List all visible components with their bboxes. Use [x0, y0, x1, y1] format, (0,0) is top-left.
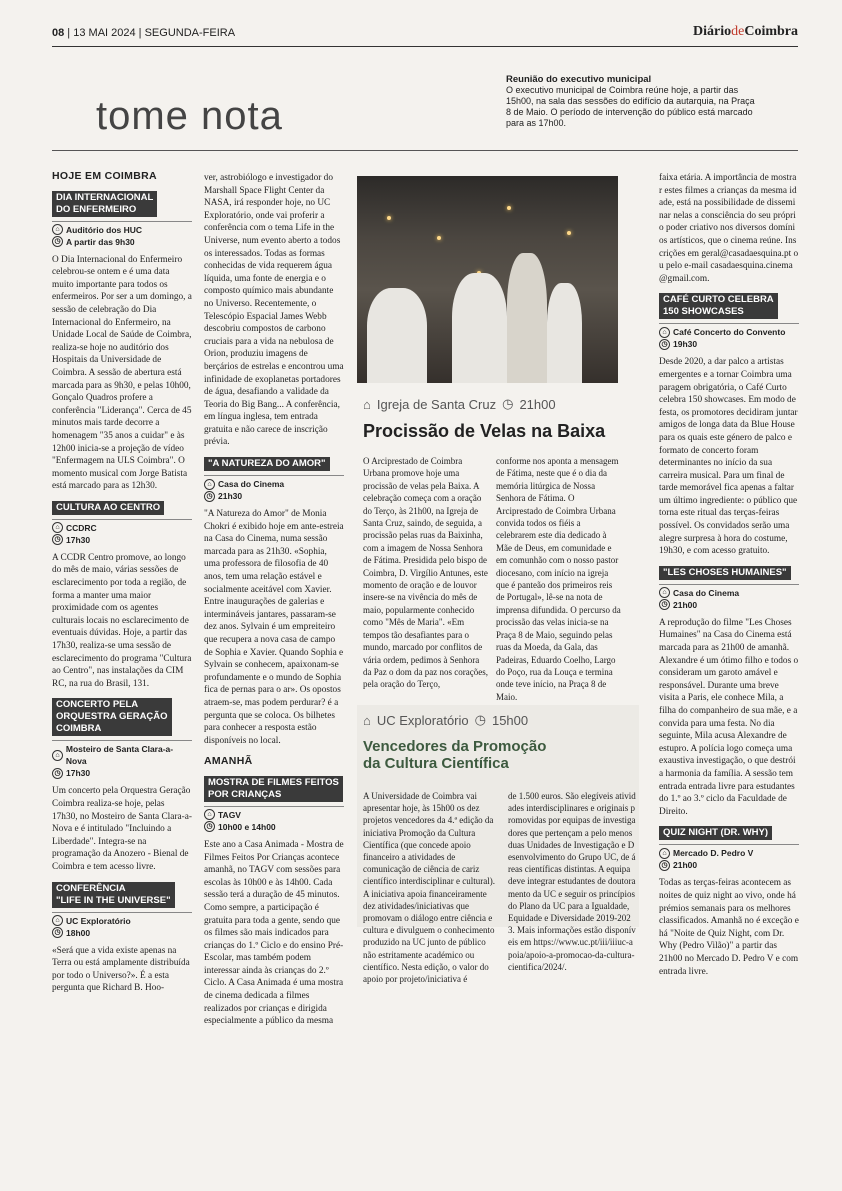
- kicker-today: HOJE EM COIMBRA: [52, 170, 157, 182]
- article-text: faixa etária. A importância de mostrar estes filmes a crianças da mesma idade, está na possibilidade de disseminar nelas a consciência do seu próprio poder criativo nos diversos domínios artísticos, que o cinema reúne. Inscrições em geral@casadaesquina.pt ou pelo e-mail casadaesquina.cinema@gmail.com.: [659, 173, 799, 284]
- feature2-text-right: de 1.500 euros. São elegíveis atividades interdisciplinares e originais promovidas por equipas de investigadores que pertençam a pelo menos duas Unidades de Investigação e Desenvolvimento do Grupo UC, de áreas científicas distintas. A equipa deve integrar estudantes de doutoramento da UC e seguir os princípios do Plano da UC para a Igualdade, Equidade e Diversidade 2019-2023. Mais informações estão disponíveis em https://www.uc.pt/iii/iiiuc-apoia/apoio-a-promocao-da-cultura-cientifica/2024/.: [508, 791, 636, 972]
- top-note: [506, 74, 756, 129]
- location-icon: ⌂: [659, 327, 670, 338]
- clock-icon: ◷: [52, 236, 63, 247]
- clock-icon: ◷: [659, 860, 670, 871]
- feature2-text-left: A Universidade de Coimbra vai apresentar hoje, às 15h00 os dez projetos vencedores da 4.ª edição da iniciativa Promoção da Cultura Científica (que concede apoio financeiro a atividades de comunicação de ciência de cariz científico interdisciplinar e cultural). A iniciativa apoia financeiramente dez atividades/iniciativas que promovam o diálogo entre ciência e cultura e divulguem o conhecimento produzido na UC junto de público não estritamente académico ou científico. Nesta edição, o valor do apoio por projeto/iniciativa é: [363, 791, 495, 985]
- feature-title: Vencedores da Promoção da Cultura Científica: [363, 738, 547, 772]
- clock-icon: ◷: [52, 927, 63, 938]
- feature-meta: ⌂ Igreja de Santa Cruz ◷ 21h00: [363, 396, 556, 412]
- page-header: [52, 24, 798, 47]
- location-icon: ⌂: [204, 809, 215, 820]
- event-meta: ⌂ Mercado D. Pedro V ◷ 21h00: [659, 844, 799, 871]
- clock-icon: ◷: [502, 396, 514, 411]
- clock-icon: ◷: [204, 491, 215, 502]
- column-2: [204, 172, 344, 1036]
- divider: [52, 150, 798, 151]
- article-text: Desde 2020, a dar palco a artistas emergentes e a tornar Coimbra uma paragem obrigatória, o Café Curto celebra 150 showcases. Em modo de festa, os promotores decidiram juntar amigos de longa data da Blue House para os quais este género de palco e formato de concerto foram determinantes no início da sua carreira musical. Para um final de tarde memorável fica apenas a faltar um último ingrediente: o público que torna este ritual das terças-feiras possível. Os convidados serão uma alegre surpresa à hora do costume, 19h30, e com acesso gratuito.: [659, 357, 798, 557]
- kicker-tomorrow: AMANHÃ: [204, 755, 253, 768]
- event-meta: ⌂ Casa do Cinema ◷ 21h30: [204, 475, 344, 502]
- top-note-text: O executivo municipal de Coimbra reúne hoje, a partir das 15h00, na sala das sessões do edifício da autarquia, na Praça 8 de Maio. O período de intervenção do público está marcado para as 17h00.: [506, 85, 755, 128]
- top-note-title: Reunião do executivo municipal: [506, 74, 652, 85]
- feature-meta: ⌂ UC Exploratório ◷ 15h00: [363, 712, 529, 728]
- page-number: 08: [52, 27, 65, 39]
- heading-quiz-night: QUIZ NIGHT (DR. WHY): [659, 826, 772, 840]
- location-icon: ⌂: [52, 915, 63, 926]
- article-text: A CCDR Centro promove, ao longo do mês de maio, várias sessões de esclarecimento por toda a região, de forma a manter uma maior proximidade com os agentes culturais locais no esclarecimento de eventuais dúvidas. Hoje, a partir das 17h30, realiza-se uma sessão de esclarecimento do programa "Cultura ao Centro", nas instalações da CIM RC, na rua do Brasil, 131.: [52, 552, 192, 689]
- article-text: A reprodução do filme "Les Choses Humaines" na Casa do Cinema está marcada para as 21h00 de amanhã. Alexandre é um ótimo filho e todos o consideram um garoto amável e responsável. Durante uma breve visita a Paris, ele conhece Mila, a filha do companheiro de sua mãe, e a convida para uma festa. No dia seguinte, Mila acusa Alexandre de estupro. A polícia logo começa uma exaustiva investigação, o que destrói a harmonia da família. A sessão tem entrada entrada livre para estudantes do 1.º ao 3.º ciclo da Faculdade de Direito.: [659, 617, 799, 817]
- article-text: Um concerto pela Orquestra Geração Coimbra realiza-se hoje, pelas 17h30, no Mosteiro de Santa Clara-a-Nova e é intitulado "Incluindo a Liberdade". Integra-se na programação da Anozero - Bienal de Coimbra e tem acesso livre.: [52, 786, 192, 872]
- location-icon: ⌂: [52, 224, 63, 235]
- issue-date: 13 MAI 2024: [73, 27, 136, 39]
- location-icon: ⌂: [52, 750, 63, 761]
- heading-cafe-curto: CAFÉ CURTO CELEBRA 150 SHOWCASES: [659, 293, 778, 319]
- event-meta: ⌂ Café Concerto do Convento ◷ 19h30: [659, 323, 799, 350]
- location-icon: ⌂: [659, 587, 670, 598]
- article-text: O Dia Internacional do Enfermeiro celebrou-se ontem e é uma data muito importante para todos os enfermeiros. Por ser a um domingo, a sessão de celebração do Dia Internacional do Enfermeiro, na Unidade Local de Saúde de Coimbra, realiza-se hoje no auditório dos Hospitais da Universidade de Coimbra. A sessão de abertura está marcada para as 9h30, e pelas 10h00, Gonçalo Quadros profere a conferência "Liderança". Cerca de 45 minutos mais tarde decorre a homenagem "35 anos a cuidar" e às 12h00 inicia-se a projeção de vídeo "Enfermagem na ULS Coimbra". O momento musical com Jorge Batista está marcado para as 12h30.: [52, 254, 192, 492]
- newspaper-logo: DiáriodeCoimbra: [693, 24, 798, 39]
- heading-cultura-centro: CULTURA AO CENTRO: [52, 501, 164, 515]
- event-meta: ⌂ Casa do Cinema ◷ 21h00: [659, 584, 799, 611]
- location-icon: ⌂: [204, 479, 215, 490]
- location-icon: ⌂: [363, 712, 371, 728]
- header-info: 08 | 13 MAI 2024 | SEGUNDA-FEIRA: [52, 27, 236, 39]
- location-icon: ⌂: [659, 848, 670, 859]
- procession-photo: [357, 176, 618, 383]
- event-meta: ⌂ Auditório dos HUC ◷ A partir das 9h30: [52, 221, 192, 248]
- heading-dia-enfermeiro: DIA INTERNACIONAL DO ENFERMEIRO: [52, 191, 157, 217]
- section-title: tome nota: [96, 94, 283, 138]
- clock-icon: ◷: [659, 599, 670, 610]
- article-text: Este ano a Casa Animada - Mostra de Filmes Feitos Por Crianças acontece amanhã, no TAGV com sessões para escolas às 10h00 e às 14h00. Cada sessão terá a duração de 45 minutos. Como sempre, a participação é gratuita para toda a gente, sendo que os filmes são mais indicados para crianças do 1.º Ciclo e do ensino Pré-Escolar, mas também podem interessar ainda às crianças do 2.º Ciclo. A Casa Animada é uma mostra de cinema dedicada a filmes realizados por crianças e dirigida especialmente a público da mesma: [204, 839, 344, 1027]
- heading-mostra: MOSTRA DE FILMES FEITOS POR CRIANÇAS: [204, 776, 343, 802]
- location-icon: ⌂: [52, 522, 63, 533]
- column-4: [659, 172, 799, 986]
- feature-text-left: O Arciprestado de Coimbra Urbana promove hoje uma procissão de velas pela Baixa. A celebração começa com a oração do Terço, às 21h00, na Igreja de Santa Cruz, saindo, de seguida, a procissão pelas ruas da Baixinha, com a imagem de Nossa Senhora de Fátima. Presidida pelo bispo de Coimbra, D. Virgílio Antunes, este momento de oração e de louvor insere-se na vivência do mês de maio, popularmente conhecido como "Mês de Maria". «Em tempos tão desafiantes para o mundo, marcado por conflitos de vária ordem, pedimos à Senhora da Paz o dom da paz nos corações, pela oração do Terço,: [363, 456, 488, 690]
- feature-title: Procissão de Velas na Baixa: [363, 421, 606, 441]
- event-meta: ⌂ Mosteiro de Santa Clara-a-Nova ◷ 17h30: [52, 740, 192, 779]
- heading-concerto: CONCERTO PELA ORQUESTRA GERAÇÃO COIMBRA: [52, 698, 172, 736]
- clock-icon: ◷: [52, 768, 63, 779]
- article-text: «Será que a vida existe apenas na Terra ou está amplamente distribuída por todo o Universo?». É a esta pergunta que Richard B. Hoo-: [52, 945, 190, 994]
- feature-text-right: conforme nos aponta a mensagem de Fátima, neste que é o dia da memória litúrgica de Nossa Senhora de Fátima. O Arciprestado de Coimbra Urbana convida todos os fiéis a celebrarem este dia dedicado à Mãe de Deus, em comunidade e em comunhão com o nosso pastor diocesano, com início na igreja que é panteão dos primeiros reis de Portugal», lê-se na nota de imprensa difundida. O percurso da procissão das velas inicia-se na Praça 8 de Maio, seguindo pelas ruas da Moeda, da Gala, das Padeiras, Eduardo Coelho, Largo do Poço, rua da Louça e termina onde teve início, na Praça 8 de Maio.: [496, 456, 621, 702]
- article-text: "A Natureza do Amor" de Monia Chokri é exibido hoje em ante-estreia na Casa do Cinema, numa sessão marcada para as 21h30. «Sophia, uma professora de filosofia de 40 anos, tem uma relação estável e socialmente aceitável com Xavier. Entre inaugurações de galerias e intermináveis jantares, passaram-se dez anos. Sylvain é um empreiteiro que recupera a nova casa de campo de Sophia e Xavier. Quando Sophia e Sylvain se conhecem, apaixonam-se profundamente e o mundo de Sophia fica de pernas para o ar». Os opostos atraem-se, mas podem perdurar? é a pergunta que se coloca. Os bilhetes para conhecer a resposta estão disponíveis no local.: [204, 509, 344, 746]
- event-meta: ⌂ TAGV ◷ 10h00 e 14h00: [204, 806, 344, 833]
- column-1: [52, 170, 192, 1003]
- event-meta: ⌂ CCDRC ◷ 17h30: [52, 519, 192, 546]
- clock-icon: ◷: [659, 339, 670, 350]
- feature-procissao: [363, 396, 618, 441]
- heading-choses-humaines: "LES CHOSES HUMAINES": [659, 566, 791, 580]
- article-text: Todas as terças-feiras acontecem as noites de quiz night ao vivo, onde há prémios semanais para os melhores classificados. Amanhã no é exceção e há "Noite de Quiz Night, com Dr. Why (Pedro Vilão)" a partir das 21h00 no Mercado D. Pedro V e com entrada livre.: [659, 878, 799, 977]
- issue-weekday: SEGUNDA-FEIRA: [144, 27, 236, 39]
- clock-icon: ◷: [52, 534, 63, 545]
- article-text: ver, astrobiólogo e investigador do Marshall Space Flight Center da NASA, irá responder hoje, no UC Exploratório, onde vai proferir a conferência com o tema Life in the Universe, num evento aberto a todos os interessados. Todas as formas conhecidas de vida requerem água líquida, uma fonte de energia e o composto químico mais abundante no Universo. Recentemente, o Telescópio Espacial James Webb descobriu compostos de carbono cruciais para a vida na nebulosa de Orion, produziu imagens de berçários de estrelas e encontrou uma infinidade de exoplanetas portadores de água, desafiando a validade da Teoria do Big Bang... A conferência, em língua inglesa, tem entrada gratuita e não carece de inscrição prévia.: [204, 173, 344, 448]
- clock-icon: ◷: [474, 712, 486, 727]
- heading-natureza-amor: "A NATUREZA DO AMOR": [204, 457, 330, 471]
- heading-conferencia: CONFERÊNCIA "LIFE IN THE UNIVERSE": [52, 882, 175, 908]
- feature-vencedores: [363, 712, 633, 772]
- location-icon: ⌂: [363, 396, 371, 412]
- clock-icon: ◷: [204, 821, 215, 832]
- event-meta: ⌂ UC Exploratório ◷ 18h00: [52, 912, 192, 939]
